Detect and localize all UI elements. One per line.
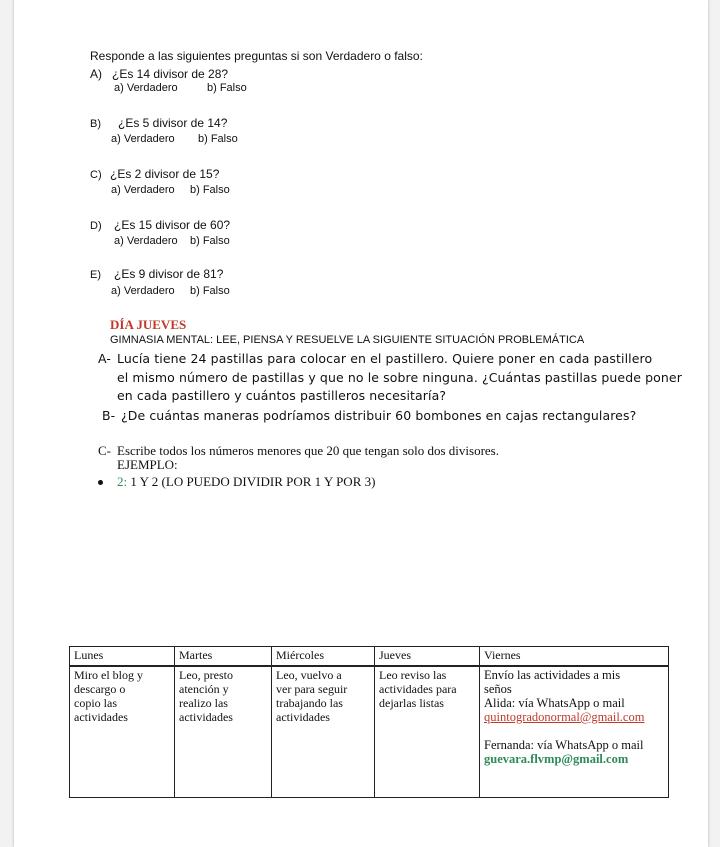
cell-jueves-line: dejarlas listas	[379, 696, 444, 710]
fernanda-contact: Fernanda: vía WhatsApp o mail	[484, 738, 644, 752]
problem-c-text: Escribe todos los números menores que 20 que tengan solo dos divisores.	[117, 443, 499, 458]
problem-a-line-1: Lucía tiene 24 pastillas para colocar en el pastillero. Quiere poner en cada pastillero	[117, 351, 653, 366]
cell-jueves-line: actividades para	[379, 682, 457, 696]
question-c-option-b: b) Falso	[190, 184, 230, 196]
cell-miercoles-line: trabajando las	[276, 696, 343, 710]
viernes-line-1: Envío las actividades a mis	[484, 668, 621, 682]
question-a-option-a: a) Verdadero	[114, 82, 178, 94]
cell-martes	[175, 666, 272, 798]
intro-text: Responde a las siguientes preguntas si son Verdadero o falso:	[90, 49, 423, 63]
schedule-header-row	[70, 647, 669, 667]
day-title: DÍA JUEVES	[110, 317, 187, 332]
question-e-option-b: b) Falso	[190, 285, 230, 297]
header-miercoles: Miércoles	[272, 647, 375, 667]
schedule-table	[69, 646, 669, 798]
cell-lunes	[70, 666, 175, 798]
problem-a-line-3: en cada pastillero y cuántos pastilleros necesitaría?	[117, 388, 447, 403]
question-a-text: ¿Es 14 divisor de 28?	[112, 67, 229, 81]
header-viernes: Viernes	[480, 647, 669, 667]
question-d-letter: D)	[90, 220, 102, 232]
question-e-letter: E)	[90, 269, 101, 281]
question-b-option-b: b) Falso	[198, 133, 238, 145]
cell-martes-line: Leo, presto	[179, 668, 233, 682]
example-text: 1 Y 2 (LO PUEDO DIVIDIR POR 1 Y POR 3)	[127, 474, 376, 489]
problem-a-line-2: el mismo número de pastillas y que no le sobre ninguna. ¿Cuántas pastillas puede poner	[117, 370, 682, 385]
problem-b-label: B-	[102, 408, 116, 423]
viernes-line-2: seños	[484, 682, 512, 696]
question-e-option-a: a) Verdadero	[111, 285, 175, 297]
cell-lunes-line: Miro el blog y	[74, 668, 143, 682]
cell-jueves	[375, 666, 480, 798]
question-c-option-a: a) Verdadero	[111, 184, 175, 196]
cell-jueves-line: Leo reviso las	[379, 668, 447, 682]
question-e-text: ¿Es 9 divisor de 81?	[114, 267, 224, 281]
question-c-letter: C)	[90, 169, 102, 181]
alida-email-link[interactable]: quintogradonormal@gmail.com	[484, 710, 645, 724]
cell-lunes-line: copio las	[74, 696, 117, 710]
alida-contact: Alida: vía WhatsApp o mail	[484, 696, 625, 710]
question-a-letter: A)	[90, 67, 102, 81]
cell-viernes	[480, 666, 669, 798]
problem-c-label: C-	[98, 443, 111, 458]
question-b-text: ¿Es 5 divisor de 14?	[118, 116, 228, 130]
header-lunes: Lunes	[70, 647, 175, 667]
cell-lunes-line: actividades	[74, 710, 128, 724]
spacer	[484, 724, 664, 738]
bullet-icon	[98, 480, 103, 485]
example-number: 2:	[117, 474, 128, 489]
question-b-letter: B)	[90, 118, 101, 130]
document-page	[14, 0, 708, 847]
cell-martes-line: actividades	[179, 710, 233, 724]
header-martes: Martes	[175, 647, 272, 667]
schedule-body-row	[70, 666, 669, 798]
header-jueves: Jueves	[375, 647, 480, 667]
mental-heading: GIMNASIA MENTAL: LEE, PIENSA Y RESUELVE LA SIGUIENTE SITUACIÓN PROBLEMÁTICA	[110, 334, 585, 346]
example-line	[117, 474, 375, 490]
question-d-option-b: b) Falso	[190, 235, 230, 247]
question-b-option-a: a) Verdadero	[111, 133, 175, 145]
question-a-option-b: b) Falso	[207, 82, 247, 94]
cell-miercoles-line: ver para seguir	[276, 682, 348, 696]
cell-martes-line: atención y	[179, 682, 229, 696]
cell-lunes-line: descargo o	[74, 682, 126, 696]
question-d-text: ¿Es 15 divisor de 60?	[114, 218, 231, 232]
problem-b-text: ¿De cuántas maneras podríamos distribuir 60 bombones en cajas rectangulares?	[121, 408, 637, 423]
example-label: EJEMPLO:	[117, 457, 178, 472]
question-d-option-a: a) Verdadero	[114, 235, 178, 247]
cell-miercoles-line: actividades	[276, 710, 330, 724]
cell-miercoles-line: Leo, vuelvo a	[276, 668, 342, 682]
problem-a-label: A-	[98, 351, 111, 366]
question-c-text: ¿Es 2 divisor de 15?	[110, 167, 220, 181]
cell-martes-line: realizo las	[179, 696, 228, 710]
cell-miercoles	[272, 666, 375, 798]
fernanda-email-link[interactable]: guevara.flvmp@gmail.com	[484, 752, 629, 766]
